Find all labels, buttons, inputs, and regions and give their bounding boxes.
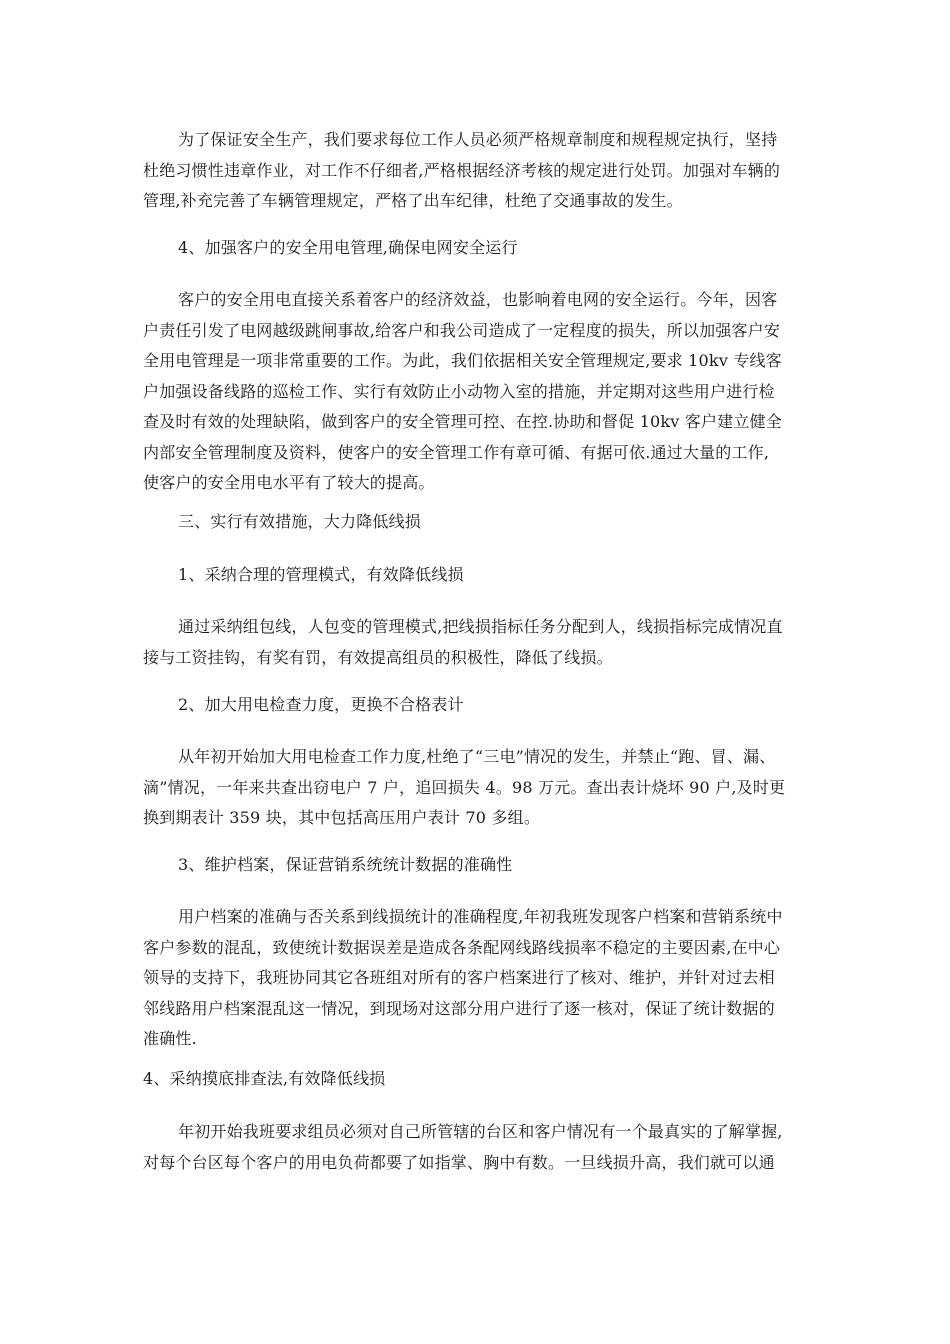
text-line: 户责任引发了电网越级跳闸事故,给客户和我公司造成了一定程度的损失，所以加强客户安 [143, 320, 781, 340]
paragraph-customer-safety [143, 285, 823, 499]
section-heading-inspection [143, 690, 823, 721]
text-line: 滴”情况，一年来共查出窃电户 7 户，追回损失 4。98 万元。查出表计烧坏 90 户,及时更 [143, 777, 786, 797]
text-line: 查及时有效的处理缺陷，做到客户的安全管理可控、在控.协助和督促 10kv 客户建立健全 [143, 412, 782, 431]
paragraph-inspection [143, 742, 823, 834]
heading-text: 2、加大用电检查力度，更换不合格表计 [178, 695, 464, 714]
text-line: 通过采纳组包线，人包变的管理模式,把线损指标任务分配到人，线损指标完成情况直 [178, 617, 783, 636]
section-heading-management-model [143, 560, 823, 591]
text-line: 杜绝习惯性违章作业，对工作不仔细者,严格根据经济考核的规定进行处罚。加强对车辆的 [143, 160, 781, 180]
text-line: 客户的安全用电直接关系着客户的经济效益，也影响着电网的安全运行。今年，因客 [178, 290, 778, 309]
text-line: 内部安全管理制度及资料，使客户的安全管理工作有章可循、有据可依.通过大量的工作, [143, 442, 770, 462]
heading-text: 3、维护档案，保证营销系统统计数据的准确性 [178, 855, 513, 874]
text-line: 客户参数的混乱，致使统计数据误差是造成各条配网线路线损率不稳定的主要因素,在中心 [143, 937, 781, 957]
section-heading-survey-method [143, 1064, 823, 1095]
text-line: 年初开始我班要求组员必须对自己所管辖的台区和客户情况有一个最真实的了解掌握, [178, 1122, 783, 1141]
heading-text: 4、采纳摸底排查法,有效降低线损 [143, 1069, 386, 1088]
text-line: 接与工资挂钩，有奖有罚，有效提高组员的积极性，降低了线损。 [143, 647, 613, 667]
text-line: 户加强设备线路的巡检工作、实行有效防止小动物入室的措施，并定期对这些用户进行检 [143, 381, 775, 401]
paragraph-safety-production [143, 125, 823, 217]
section-heading-reduce-line-loss [143, 507, 823, 538]
heading-text: 1、采纳合理的管理模式，有效降低线损 [178, 565, 464, 584]
text-line: 换到期表计 359 块，其中包括高压用户表计 70 多组。 [143, 808, 541, 827]
text-line: 用户档案的准确与否关系到线损统计的准确程度,年初我班发现客户档案和营销系统中 [178, 907, 783, 926]
text-line: 领导的支持下，我班协同其它各班组对所有的客户档案进行了核对、维护，并针对过去相 [143, 968, 775, 987]
text-line: 为了保证安全生产，我们要求每位工作人员必须严格规章制度和规程规定执行，坚持 [178, 130, 778, 149]
section-heading-customer-safety [143, 233, 823, 264]
paragraph-survey-method [143, 1117, 823, 1178]
text-line: 管理,补充完善了车辆管理规定，严格了出车纪律，杜绝了交通事故的发生。 [143, 191, 683, 210]
text-line: 对每个台区每个客户的用电负荷都要了如指掌、胸中有数。一旦线损升高，我们就可以通 [143, 1152, 775, 1172]
text-line: 从年初开始加大用电检查工作力度,杜绝了“三电”情况的发生，并禁止“跑、冒、漏、 [178, 747, 776, 766]
text-line: 准确性. [143, 1029, 197, 1048]
text-line: 使客户的安全用电水平有了较大的提高。 [143, 473, 435, 492]
text-line: 邻线路用户档案混乱这一情况，到现场对这部分用户进行了逐一核对，保证了统计数据的 [143, 998, 775, 1018]
heading-text: 三、实行有效措施，大力降低线损 [178, 512, 422, 531]
paragraph-archives [143, 902, 823, 1055]
section-heading-archives [143, 850, 823, 881]
heading-text: 4、加强客户的安全用电管理,确保电网安全运行 [178, 238, 518, 257]
paragraph-management-model [143, 612, 823, 673]
text-line: 全用电管理是一项非常重要的工作。为此，我们依据相关安全管理规定,要求 10kv 专线客 [143, 351, 782, 370]
